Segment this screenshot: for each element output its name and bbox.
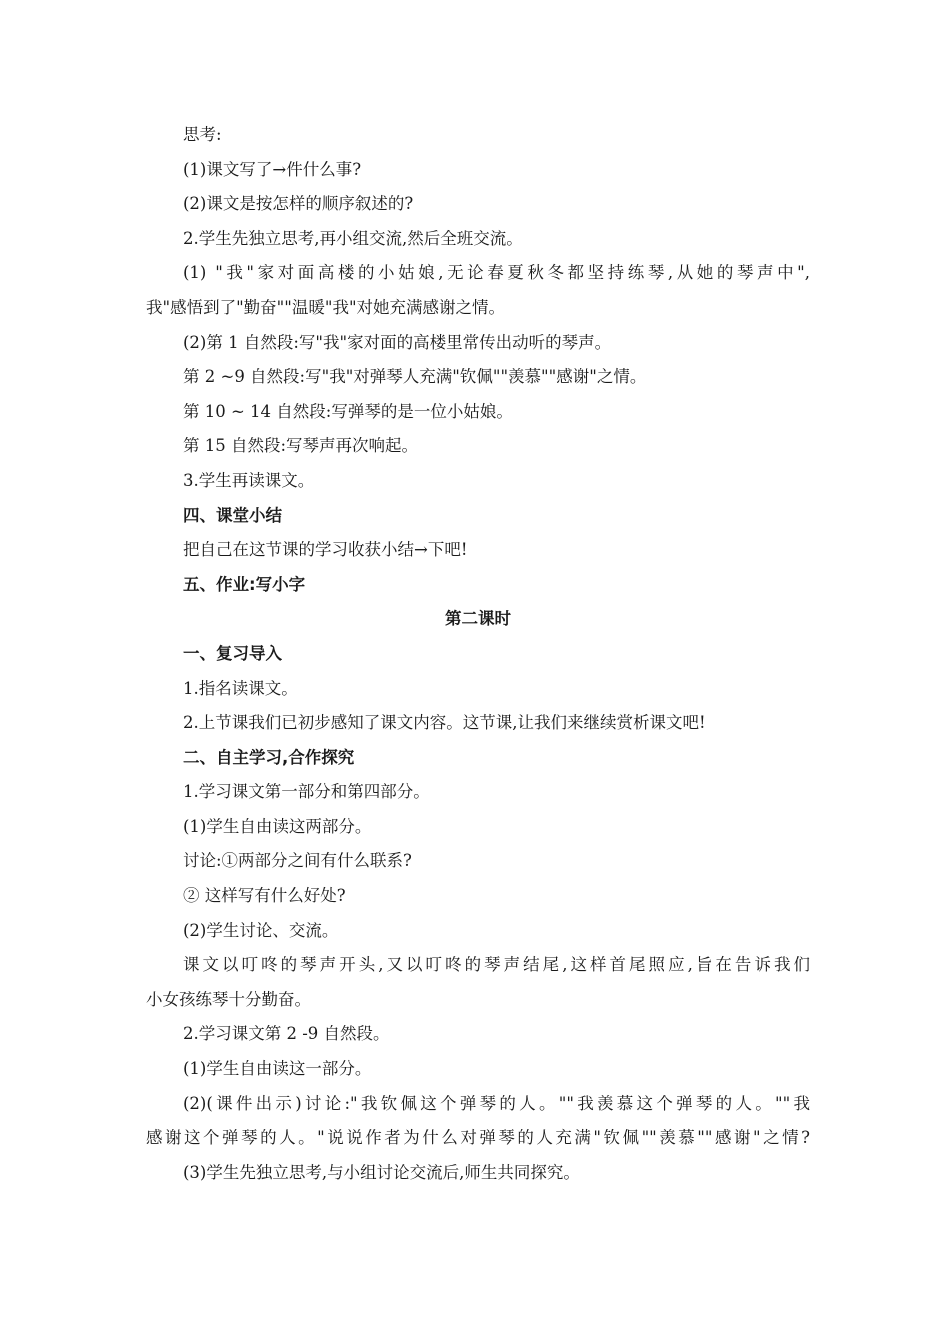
inquiry-2-sub-2-line-1: (2)(课件出示)讨论:"我钦佩这个弹琴的人。""我羡慕这个弹琴的人。""我 xyxy=(183,1093,810,1113)
inquiry-1-conclusion-line-2: 小女孩练琴十分勤奋。 xyxy=(146,989,311,1009)
answer-1-line-2: 我"感悟到了"勤奋""温暖"我"对她充满感谢之情。 xyxy=(146,297,506,317)
review-step-1: 1.指名读课文。 xyxy=(183,678,298,698)
step-2: 2.学生先独立思考,再小组交流,然后全班交流。 xyxy=(183,228,523,248)
inquiry-2-sub-3: (3)学生先独立思考,与小组讨论交流后,师生共同探究。 xyxy=(183,1162,580,1182)
inquiry-2-sub-1: (1)学生自由读这一部分。 xyxy=(183,1059,372,1079)
section-heading-summary: 四、课堂小结 xyxy=(183,505,282,525)
question-2: (2)课文是按怎样的顺序叙述的? xyxy=(183,194,414,214)
inquiry-1-sub-1: (1)学生自由读这两部分。 xyxy=(183,816,372,836)
section-heading-review: 一、复习导入 xyxy=(183,643,282,663)
answer-1-line-1: (1) "我"家对面高楼的小姑娘,无论春夏秋冬都坚持练琴,从她的琴声中", xyxy=(183,263,810,283)
inquiry-2-sub-2-line-2: 感谢这个弹琴的人。"说说作者为什么对弹琴的人充满"钦佩""羡慕""感谢"之情? xyxy=(146,1128,810,1148)
inquiry-step-2: 2.学习课文第 2 -9 自然段。 xyxy=(183,1024,390,1044)
answer-2-para-15: 第 15 自然段:写琴声再次响起。 xyxy=(183,436,419,456)
discussion-question-1: 讨论:①两部分之间有什么联系? xyxy=(183,851,412,871)
section-heading-homework: 五、作业:写小字 xyxy=(183,574,306,594)
step-3: 3.学生再读课文。 xyxy=(183,470,315,490)
section-heading-inquiry: 二、自主学习,合作探究 xyxy=(183,747,355,767)
review-step-2: 2.上节课我们已初步感知了课文内容。这节课,让我们来继续赏析课文吧! xyxy=(183,713,706,733)
answer-2-para-10-14: 第 10 ~ 14 自然段:写弹琴的是一位小姑娘。 xyxy=(183,401,513,421)
answer-2-para-1: (2)第 1 自然段:写"我"家对面的高楼里常传出动听的琴声。 xyxy=(183,332,612,352)
inquiry-1-conclusion-line-1: 课文以叮咚的琴声开头,又以叮咚的琴声结尾,这样首尾照应,旨在告诉我们 xyxy=(183,955,810,975)
think-label: 思考: xyxy=(183,125,222,144)
question-1: (1)课文写了→件什么事? xyxy=(183,159,362,179)
summary-text: 把自己在这节课的学习收获小结→下吧! xyxy=(183,540,468,560)
lesson-plan-body xyxy=(146,118,810,1190)
inquiry-1-sub-2: (2)学生讨论、交流。 xyxy=(183,920,339,940)
inquiry-step-1: 1.学习课文第一部分和第四部分。 xyxy=(183,782,430,802)
lesson-title-second: 第二课时 xyxy=(445,609,511,629)
discussion-question-2: ② 这样写有什么好处? xyxy=(183,886,346,906)
answer-2-para-2-9: 第 2 ~9 自然段:写"我"对弹琴人充满"钦佩""羡慕""感谢"之情。 xyxy=(183,367,647,387)
